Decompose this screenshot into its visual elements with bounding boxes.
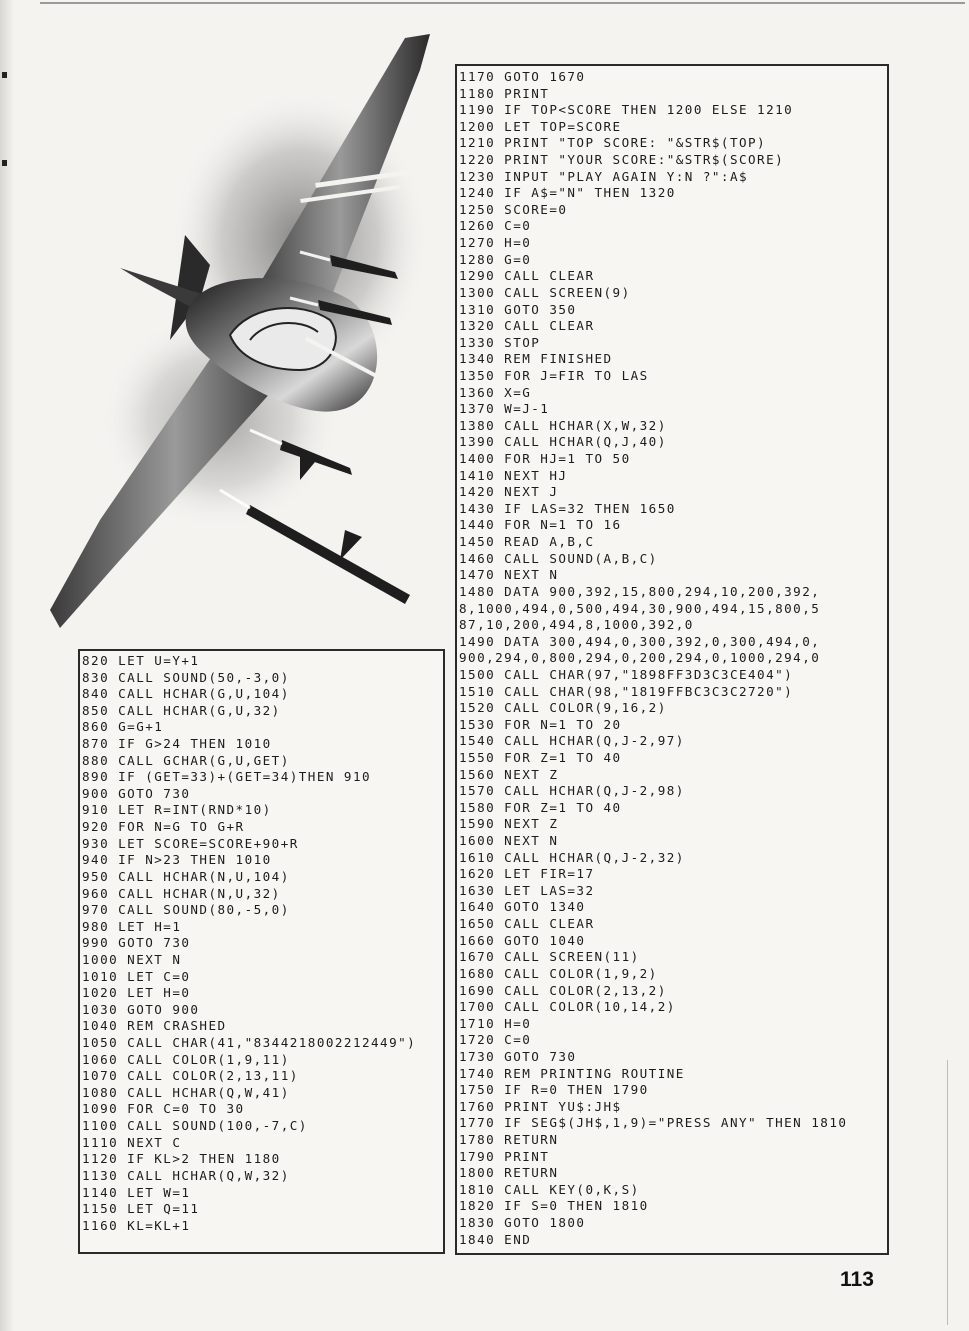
code-line: 890 IF (GET=33)+(GET=34)THEN 910 <box>82 769 372 785</box>
code-line: 87,10,200,494,8,1000,392,0 <box>459 617 694 633</box>
code-line: 1620 LET FIR=17 <box>459 866 595 882</box>
top-rule <box>40 2 965 4</box>
code-line: 1410 NEXT HJ <box>459 467 568 483</box>
code-line: 980 LET H=1 <box>82 918 182 934</box>
code-line: 1610 CALL HCHAR(Q,J-2,32) <box>459 849 685 865</box>
code-line: 1460 CALL SOUND(A,B,C) <box>459 550 658 566</box>
code-line: 1690 CALL COLOR(2,13,2) <box>459 982 667 998</box>
code-line: 1220 PRINT "YOUR SCORE:"&STR$(SCORE) <box>459 152 785 168</box>
code-line: 1430 IF LAS=32 THEN 1650 <box>459 500 676 516</box>
code-line: 1780 RETURN <box>459 1132 559 1147</box>
code-line: 1740 REM PRINTING ROUTINE <box>459 1065 685 1081</box>
margin-mark <box>2 160 7 166</box>
code-line: 1380 CALL HCHAR(X,W,32) <box>459 417 667 433</box>
code-line: 1080 CALL HCHAR(Q,W,41) <box>82 1084 290 1100</box>
code-line: 1790 PRINT <box>459 1148 550 1164</box>
code-line: 1190 IF TOP<SCORE THEN 1200 ELSE 1210 <box>459 102 794 118</box>
code-line: 1680 CALL COLOR(1,9,2) <box>459 965 658 981</box>
code-line: 1440 FOR N=1 TO 16 <box>459 517 622 533</box>
code-line: 1770 IF SEG$(JH$,1,9)="PRESS ANY" THEN 1810 <box>459 1115 848 1131</box>
code-line: 870 IF G>24 THEN 1010 <box>82 736 272 752</box>
code-line: 1760 PRINT YU$:JH$ <box>459 1098 622 1114</box>
code-line: 1750 IF R=0 THEN 1790 <box>459 1082 649 1098</box>
code-line: 1390 CALL HCHAR(Q,J,40) <box>459 434 667 450</box>
program-listing-right <box>455 64 889 1255</box>
code-line: 1670 CALL SCREEN(11) <box>459 949 640 965</box>
code-line: 930 LET SCORE=SCORE+90+R <box>82 835 299 851</box>
code-line: 1310 GOTO 350 <box>459 301 577 317</box>
code-line: 880 CALL GCHAR(G,U,GET) <box>82 752 290 768</box>
code-line: 1130 CALL HCHAR(Q,W,32) <box>82 1167 290 1183</box>
code-line: 1160 KL=KL+1 <box>82 1217 191 1233</box>
code-line: 1570 CALL HCHAR(Q,J-2,98) <box>459 783 685 799</box>
code-line: 1140 LET W=1 <box>82 1184 191 1200</box>
code-line: 1050 CALL CHAR(41,"8344218002212449") <box>82 1035 417 1051</box>
code-line: 1020 LET H=0 <box>82 985 191 1001</box>
code-line: 920 FOR N=G TO G+R <box>82 819 245 835</box>
code-line: 970 CALL SOUND(80,-5,0) <box>82 902 290 918</box>
code-line: 1580 FOR Z=1 TO 40 <box>459 799 622 815</box>
code-line: 1060 CALL COLOR(1,9,11) <box>82 1051 290 1067</box>
code-line: 910 LET R=INT(RND*10) <box>82 802 272 818</box>
code-line: 1820 IF S=0 THEN 1810 <box>459 1198 649 1214</box>
code-line: 1370 W=J-1 <box>459 401 550 417</box>
code-line: 900,294,0,800,294,0,200,294,0,1000,294,0 <box>459 650 821 666</box>
code-line: 1730 GOTO 730 <box>459 1048 577 1064</box>
code-line: 1510 CALL CHAR(98,"1819FFBC3C3C2720") <box>459 683 794 699</box>
code-line: 1490 DATA 300,494,0,300,392,0,300,494,0, <box>459 633 821 649</box>
code-line: 1000 NEXT N <box>82 951 182 967</box>
code-line: 1660 GOTO 1040 <box>459 932 586 948</box>
code-line: 820 LET U=Y+1 <box>82 653 200 668</box>
code-line: 1700 CALL COLOR(10,14,2) <box>459 999 676 1015</box>
code-line: 1180 PRINT <box>459 85 550 101</box>
code-line: 900 GOTO 730 <box>82 785 191 801</box>
code-line: 1240 IF A$="N" THEN 1320 <box>459 185 676 201</box>
code-line: 1320 CALL CLEAR <box>459 318 595 334</box>
code-line: 1340 REM FINISHED <box>459 351 613 367</box>
code-line: 1560 NEXT Z <box>459 766 559 782</box>
code-line: 940 IF N>23 THEN 1010 <box>82 852 272 868</box>
code-line: 1290 CALL CLEAR <box>459 268 595 284</box>
code-line: 1470 NEXT N <box>459 567 559 583</box>
page-gutter-shadow <box>0 0 14 1331</box>
code-line: 1450 READ A,B,C <box>459 534 595 550</box>
code-line: 1030 GOTO 900 <box>82 1001 200 1017</box>
code-line: 1630 LET LAS=32 <box>459 882 595 898</box>
code-line: 1500 CALL CHAR(97,"1898FF3D3C3CE404") <box>459 666 794 682</box>
code-line: 1800 RETURN <box>459 1165 559 1181</box>
code-line: 1810 CALL KEY(0,K,S) <box>459 1181 640 1197</box>
code-line: 1640 GOTO 1340 <box>459 899 586 915</box>
code-line: 950 CALL HCHAR(N,U,104) <box>82 868 290 884</box>
program-listing-left <box>78 649 445 1254</box>
code-line: 1840 END <box>459 1231 532 1247</box>
code-line: 1100 CALL SOUND(100,-7,C) <box>82 1118 308 1134</box>
code-line: 1420 NEXT J <box>459 484 559 500</box>
code-line: 1200 LET TOP=SCORE <box>459 118 622 134</box>
code-line: 960 CALL HCHAR(N,U,32) <box>82 885 281 901</box>
page-number: 113 <box>840 1268 874 1291</box>
code-line: 1350 FOR J=FIR TO LAS <box>459 367 649 383</box>
code-line: 840 CALL HCHAR(G,U,104) <box>82 686 290 702</box>
code-line: 1540 CALL HCHAR(Q,J-2,97) <box>459 733 685 749</box>
code-line: 8,1000,494,0,500,494,30,900,494,15,800,5 <box>459 600 821 616</box>
code-line: 1270 H=0 <box>459 235 532 251</box>
code-line: 1400 FOR HJ=1 TO 50 <box>459 451 631 467</box>
code-line: 1720 C=0 <box>459 1032 532 1048</box>
jet-plane-with-missiles-icon <box>40 20 440 640</box>
code-line: 860 G=G+1 <box>82 719 164 735</box>
code-line: 1710 H=0 <box>459 1015 532 1031</box>
code-line: 1120 IF KL>2 THEN 1180 <box>82 1151 281 1167</box>
code-line: 1230 INPUT "PLAY AGAIN Y:N ?":A$ <box>459 168 749 184</box>
code-line: 1530 FOR N=1 TO 20 <box>459 716 622 732</box>
code-line: 1480 DATA 900,392,15,800,294,10,200,392, <box>459 583 821 599</box>
code-line: 850 CALL HCHAR(G,U,32) <box>82 702 281 718</box>
code-line: 1110 NEXT C <box>82 1134 182 1150</box>
code-line: 990 GOTO 730 <box>82 935 191 951</box>
code-line: 1090 FOR C=0 TO 30 <box>82 1101 245 1117</box>
code-line: 1260 C=0 <box>459 218 532 234</box>
code-line: 1010 LET C=0 <box>82 968 191 984</box>
code-line: 1650 CALL CLEAR <box>459 916 595 932</box>
code-line: 1590 NEXT Z <box>459 816 559 832</box>
code-line: 1330 STOP <box>459 334 541 350</box>
code-line: 1550 FOR Z=1 TO 40 <box>459 749 622 765</box>
code-line: 830 CALL SOUND(50,-3,0) <box>82 669 290 685</box>
code-line: 1150 LET Q=11 <box>82 1201 200 1217</box>
code-line: 1520 CALL COLOR(9,16,2) <box>459 700 667 716</box>
code-line: 1360 X=G <box>459 384 532 400</box>
code-line: 1170 GOTO 1670 <box>459 69 586 84</box>
code-line: 1250 SCORE=0 <box>459 201 568 217</box>
code-line: 1300 CALL SCREEN(9) <box>459 284 631 300</box>
margin-mark <box>2 72 7 78</box>
code-line: 1070 CALL COLOR(2,13,11) <box>82 1068 299 1084</box>
code-line: 1600 NEXT N <box>459 833 559 849</box>
code-line: 1830 GOTO 1800 <box>459 1215 586 1231</box>
right-rule <box>947 1060 948 1325</box>
code-line: 1210 PRINT "TOP SCORE: "&STR$(TOP) <box>459 135 767 151</box>
code-line: 1040 REM CRASHED <box>82 1018 227 1034</box>
code-line: 1280 G=0 <box>459 251 532 267</box>
